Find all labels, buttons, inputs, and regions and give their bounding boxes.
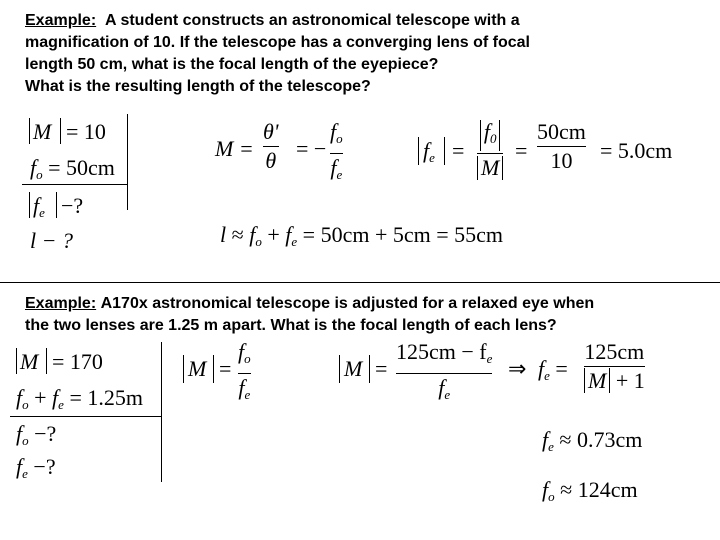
abs-bar (183, 355, 184, 383)
frac-f0-M: $f_0$ M (477, 120, 503, 180)
implies-arrow: ⇒ (508, 356, 527, 381)
eq-mag-lhs: M = (215, 136, 254, 161)
given2-fe: $f_e$ −? (16, 454, 56, 481)
given-l: l − ? (30, 228, 73, 253)
example1-line4: What is the resulting length of the telescope? (25, 78, 371, 95)
result-fo: $f_o \approx 124cm$ (542, 477, 638, 504)
section-divider (0, 282, 720, 283)
example2-line1: A170x astronomical telescope is adjusted for a relaxed eye when (100, 295, 595, 312)
frac2-fo-fe: $f_o$ $f_e$ (238, 339, 251, 403)
given-M-value: = 10 (66, 119, 106, 144)
example1-line1: A student constructs an astronomical telescope with a (105, 12, 520, 29)
given2-M-symbol: M (20, 349, 39, 374)
abs-bar (339, 355, 340, 383)
given2-divider (10, 416, 162, 417)
example1-heading (25, 11, 520, 31)
abs-bar (60, 118, 61, 144)
example1-line2: magnification of 10. If the telescope has a converging lens of focal (25, 34, 530, 51)
frac-fo-fe: $f_o$ $f_e$ (330, 119, 343, 183)
eq-fe-symbol: $f_e$ (423, 138, 435, 165)
frac2-125-fe: $125cm - f_e$ $f_e$ (396, 339, 493, 403)
eq2-M-symbol: M (188, 356, 207, 381)
given-fe: $f_e$ (33, 193, 45, 220)
eq2b-M-symbol: M (344, 356, 363, 381)
given-vertical-rule (127, 114, 128, 210)
eq-mag-mid: = − (296, 136, 327, 161)
abs-bar (46, 348, 47, 374)
given2-M-value: = 170 (52, 349, 103, 374)
eq2b-equals: = (375, 356, 388, 381)
eq-fe-result: = 5.0cm (600, 138, 673, 163)
eq2-equals: = (219, 356, 232, 381)
abs-bar (29, 118, 30, 144)
example1-line3: length 50 cm, what is the focal length of the eyepiece? (25, 56, 439, 73)
given2-sum: $f_o + f_e = 1.25m$ (16, 385, 143, 412)
abs-bar (418, 137, 419, 165)
given-fo: $f_o = 50cm$ (30, 155, 115, 182)
frac-50-10: 50cm 10 (537, 119, 586, 174)
frac2-solve: 125cm M + 1 (584, 339, 645, 394)
example2-heading (25, 294, 594, 314)
eq-length: $l \approx f_o + f_e = 50cm + 5cm = 55cm$ (220, 222, 504, 249)
abs-bar (29, 192, 30, 218)
given-divider (22, 184, 128, 185)
eq2-fe-lhs: $f_e$ = (538, 356, 568, 383)
given-M-symbol: M (33, 119, 52, 144)
given-fe-value: −? (61, 193, 84, 218)
result-fe: $f_e \approx 0.73cm$ (542, 427, 643, 454)
frac-theta: θ' θ (263, 119, 279, 174)
given2-fo: $f_o$ −? (16, 421, 57, 448)
example1-label: Example: (25, 12, 97, 29)
abs-bar (369, 355, 370, 383)
eq-fe-equals2: = (515, 138, 528, 163)
given2-vertical-rule (161, 342, 162, 482)
abs-bar (16, 348, 17, 374)
example2-line2: the two lenses are 1.25 m apart. What is the focal length of each lens? (25, 317, 557, 334)
example2-label: Example: (25, 295, 97, 312)
abs-bar (444, 137, 445, 165)
eq-fe-equals: = (452, 138, 465, 163)
abs-bar (56, 192, 57, 218)
abs-bar (213, 355, 214, 383)
